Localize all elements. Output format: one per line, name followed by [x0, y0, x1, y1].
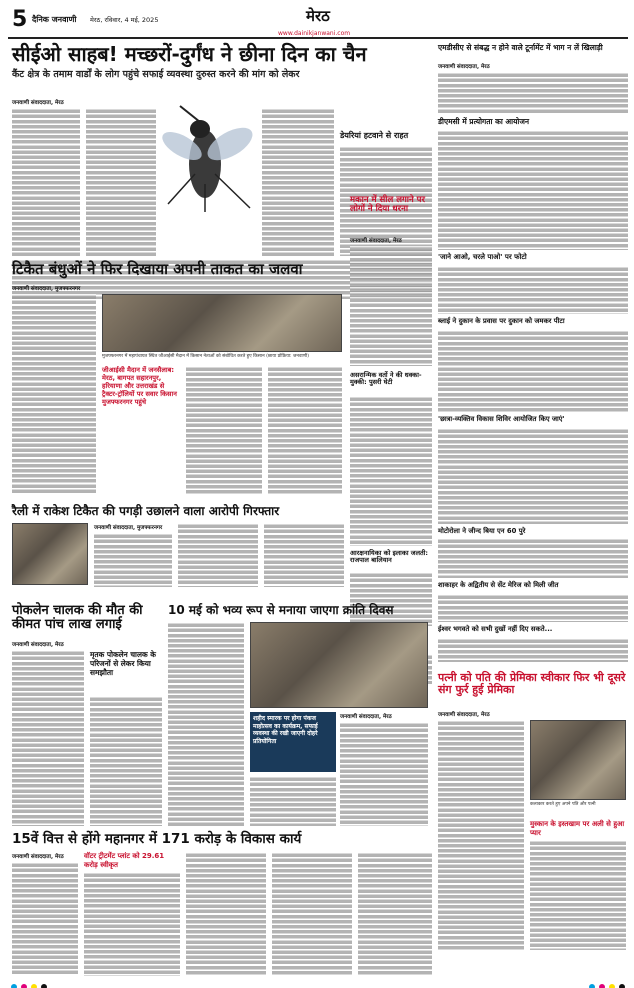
- story-body-col2: [178, 523, 258, 587]
- website: www.dainikjanwani.com: [278, 30, 351, 37]
- headline: 10 मई को भव्य रूप से मनाया जाएगा क्रांति दिवस: [168, 603, 394, 617]
- subhead: कैंट क्षेत्र के तमाम वार्डों के लोग पहुंचे सफाई व्यवस्था दुरुस्त करने की मांग को लेकर: [12, 69, 300, 80]
- story-body-col1: [12, 294, 96, 494]
- dateline: मेरठ, रविवार, 4 मई, 2025: [90, 16, 159, 24]
- headline: पत्नी को पति की प्रेमिका स्वीकार फिर भी दूसरे संग फुर्र हुई प्रेमिका: [438, 671, 626, 696]
- rt-headline-4: ब्लाई ने दुकान के प्रवास पर दुकान को जमकर पीटा: [438, 317, 565, 325]
- byline: जनवाणी संवाददाता, मेरठ: [12, 642, 64, 648]
- headline: टिकैत बंधुओं ने फिर दिखाया अपनी ताकत का जलवा: [12, 260, 303, 278]
- story-body-col2: [340, 722, 428, 826]
- header-rule: [8, 37, 628, 39]
- rt-headline-5: 'छात्रा-व्यक्तिव विकास शिविर आयोजित किए जाएं': [438, 415, 565, 423]
- mr-body-1: [350, 246, 432, 366]
- story-body-col4: [272, 852, 352, 976]
- story-kranti-diwas: [168, 604, 430, 826]
- story-body-col1: [12, 862, 78, 976]
- story-body-col1: [12, 108, 80, 256]
- story-body-col3: [268, 366, 342, 494]
- mr-headline-2: असरान्मिक वतों ने की धक्का-मुक्की: पुसरी घेटी: [350, 371, 422, 386]
- meeting-photo: [250, 622, 428, 708]
- story-poklen-driver: [12, 604, 162, 826]
- byline: जनवाणी संवाददाता, मेरठ: [340, 714, 392, 720]
- rt-headline-8: ईश्वर भगवते को सभी दुखों नहीं दिए सकते...: [438, 625, 553, 633]
- rt-body-2: [438, 130, 628, 250]
- rt-headline-2: डीएमसी में प्रत्योगता का आयोजन: [438, 117, 530, 126]
- rally-photo: [102, 294, 342, 352]
- box: [250, 712, 336, 772]
- rt-body-8: [438, 638, 628, 662]
- box-title: शहीद स्मारक पर होगा पंकज माहोत्सव का कार्यक्रम, सफाई व्यवस्था की रखी जाएगी दोहरे प्रतियोगिता: [253, 715, 318, 745]
- rt-byline: जनवाणी संवाददाता, मेरठ: [438, 64, 490, 70]
- mr-body-2: [350, 396, 432, 546]
- story-husband-lover: [438, 672, 628, 962]
- rt-headline-6: मोटोरोला ने जीन्द बिया एन 60 पुरे: [438, 527, 526, 535]
- story-15th-finance: [12, 832, 432, 982]
- story-body-col2: [530, 840, 626, 950]
- rt-body-5: [438, 428, 628, 524]
- story-body-col2: [86, 108, 156, 256]
- story-body-col3: [264, 523, 344, 587]
- mr-headline-3: आरक्षनायिका को इलाका जलती: राजपाल बालियान: [350, 549, 429, 564]
- story-body-col1: [12, 650, 84, 826]
- rt-headline-3: 'जाने आओ, चरले पाओ' पर फोटो: [438, 253, 527, 261]
- rt-headline-7: शाकाहर के अद्वितीय से सेंट मेरिज को मिली जीत: [438, 581, 559, 589]
- rt-body-4: [438, 330, 628, 412]
- byline: जनवाणी संवाददाता, मुजफ्फरनगर: [94, 525, 163, 531]
- story-body-col1: [168, 622, 244, 826]
- side-headline: डेयरियां हटवाने से राहत: [340, 131, 409, 140]
- sub-headline: मुस्कान के इस्तखाम पर अली से हुआ प्यार: [530, 820, 625, 837]
- story-tikait-brothers: [12, 262, 346, 517]
- headline: रैली में राकेश टिकैत की पगड़ी उछालने वाला आरोपी गिरफ्तार: [12, 504, 280, 518]
- couple-photo: [530, 720, 626, 800]
- rt-headline-1: एमडीसीए से संबद्ध न होने वाले टूर्नामेंट में भाग न लें खिलाड़ी: [438, 43, 603, 52]
- story-body-col3: [250, 776, 336, 826]
- mr-byline: जनवाणी संवाददाता, मेरठ: [350, 238, 402, 244]
- print-color-bar: [8, 976, 628, 984]
- byline: जनवाणी संवाददाता, मुजफ्फरनगर: [12, 286, 81, 292]
- box-title: मृतक पोकलेन चालक के परिजनों से लेकर किया समझौता: [90, 650, 156, 677]
- box-title: जीआईसी मैदान में जनसैलाब: मेरठ, बागपत सहारनपुर, हरियाणा और उत्तराखंड से ट्रैक्टर-ट्रॉलियों पर सवार किसान मुजफ्फरनगर पहुंचे: [102, 366, 177, 406]
- rt-body-1: [438, 72, 628, 114]
- headline: पोकलेन चालक की मौत की कीमत पांच लाख लगाई: [12, 603, 143, 632]
- box-title: वॉटर ट्रीटमेंट प्लांट को 29.61 करोड़ स्वीकृत: [84, 852, 165, 869]
- mosquito-illustration: [160, 104, 260, 214]
- story-body-col2: [186, 366, 262, 494]
- byline: जनवाणी संवाददाता, मेरठ: [12, 854, 64, 860]
- photo-caption: मुजफ्फरनगर में महापंचायत स्थित जीआईसी मैदान में किसान नेताओं को संबोधित करते हुए किसान (छाया प्रोफ्रिया: जनवाणी): [102, 354, 310, 359]
- headline: 15वें वित्त से होंगे महानगर में 171 करोड़ के विकास कार्य: [12, 831, 302, 847]
- story-body-col5: [358, 852, 432, 976]
- section-title: मेरठ: [306, 7, 330, 25]
- rt-body-3: [438, 266, 628, 314]
- story-body-col1: [94, 533, 172, 587]
- headline: सीईओ साहब! मच्छरों-दुर्गंध ने छीना दिन का चैन: [12, 42, 367, 66]
- story-body-col1: [438, 720, 524, 950]
- page-number: 5: [12, 7, 28, 32]
- story-body-col2: [84, 872, 180, 976]
- story-body-col3: [186, 852, 266, 976]
- story-rakesh-turban: [12, 505, 346, 599]
- paper-name: दैनिक जनवाणी: [32, 15, 77, 24]
- rt-body-6: [438, 538, 628, 578]
- rt-body-7: [438, 594, 628, 622]
- accused-photo: [12, 523, 88, 585]
- photo-caption: कलाकार करते हुए अपने पति और पत्नी: [530, 802, 596, 807]
- byline: जनवाणी संवाददाता, मेरठ: [438, 712, 490, 718]
- mr-headline-1: मकान में सील लगाने पर लोगों ने दिया धरना: [350, 195, 425, 214]
- story-body-col2: [90, 696, 162, 826]
- byline: जनवाणी संवाददाता, मेरठ: [12, 100, 64, 106]
- story-body-col3: [262, 108, 334, 256]
- page-header: [8, 6, 628, 40]
